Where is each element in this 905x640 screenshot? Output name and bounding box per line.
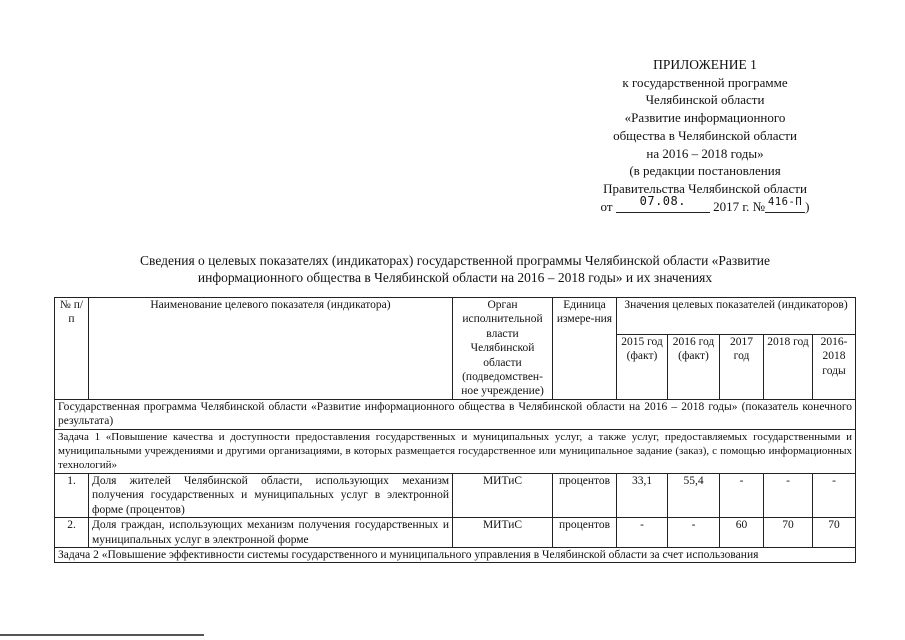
date-prefix: от [600, 198, 613, 214]
row-num: 1. [55, 473, 89, 517]
appendix-line: общества в Челябинской области [613, 127, 797, 143]
resolution-date-line [560, 193, 850, 216]
header-year-total: 2016-2018 годы [813, 334, 856, 399]
appendix-block [560, 56, 850, 215]
appendix-line: (в редакции постановления [629, 163, 781, 179]
number-blank [765, 195, 805, 213]
header-year-2018: 2018 год [764, 334, 813, 399]
appendix-line: к государственной программе [622, 74, 788, 90]
appendix-line: «Развитие информационного [624, 110, 786, 126]
row-value-total: 70 [813, 518, 856, 548]
title-line-1: Сведения о целевых показателях (индикаторах) государственной программы Челябинской области «Развитие [140, 253, 770, 268]
row-value-2017: 60 [720, 518, 764, 548]
row-value-2017: - [720, 473, 764, 517]
row-value-2015: - [617, 518, 668, 548]
row-value-2015: 33,1 [617, 473, 668, 517]
year-text: 2017 г. № [713, 198, 766, 214]
row-unit: процентов [553, 473, 617, 517]
appendix-line: Правительства Челябинской области [603, 180, 807, 196]
header-num: № п/п [55, 298, 89, 400]
appendix-line: на 2016 – 2018 годы» [646, 145, 764, 161]
handwritten-date: 07.08. [639, 193, 686, 208]
header-values-group: Значения целевых показателей (индикаторов) [617, 298, 856, 335]
header-year-2017: 2017 год [720, 334, 764, 399]
document-title [60, 252, 850, 286]
closing-paren: ) [805, 198, 810, 214]
footnote-divider [0, 634, 204, 636]
indicators-table [54, 297, 856, 563]
header-organ: Орган исполнительной власти Челябинской области (подведомствен-ное учреждение) [453, 298, 553, 400]
title-line-2: информационного общества в Челябинской области на 2016 – 2018 годы» и их значениях [197, 270, 713, 285]
row-organ: МИТиС [453, 518, 553, 548]
row-indicator-name: Доля жителей Челябинской области, использующих механизм получения государственных и муниципальных услуг в электронной форме (процентов) [89, 473, 453, 517]
appendix-line: Челябинской области [645, 92, 765, 108]
appendix-line: ПРИЛОЖЕНИЕ 1 [653, 57, 757, 72]
row-value-2018: 70 [764, 518, 813, 548]
date-blank [616, 193, 710, 213]
handwritten-number: 416-П [768, 195, 803, 208]
header-row-1 [55, 298, 856, 335]
program-row-text: Государственная программа Челябинской области «Развитие информационного общества в Челябинской области на 2016 – 2018 годы» (показатель конечного результата) [55, 399, 856, 429]
row-value-2016: 55,4 [668, 473, 720, 517]
header-year-2016: 2016 год (факт) [668, 334, 720, 399]
header-name: Наименование целевого показателя (индикатора) [89, 298, 453, 400]
row-unit: процентов [553, 518, 617, 548]
header-unit: Единица измере-ния [553, 298, 617, 400]
header-year-2015: 2015 год (факт) [617, 334, 668, 399]
task-2-text: Задача 2 «Повышение эффективности системы государственного и муниципального управления в Челябинской области за счет использования [55, 547, 856, 562]
task-1-text: Задача 1 «Повышение качества и доступности предоставления государственных и муниципальных услуг, а также услуг, предоставляемых государственными и муниципальными учреждениями и другими организациями, в которых размещается государственное или муниципальное задание (заказ), с помощью информационных технологий» [55, 429, 856, 473]
table-row [55, 473, 856, 517]
row-num: 2. [55, 518, 89, 548]
task-row [55, 429, 856, 473]
table-row [55, 518, 856, 548]
task-row [55, 547, 856, 562]
row-value-total: - [813, 473, 856, 517]
row-value-2018: - [764, 473, 813, 517]
program-row [55, 399, 856, 429]
row-indicator-name: Доля граждан, использующих механизм получения государственных и муниципальных услуг в электронной форме [89, 518, 453, 548]
row-organ: МИТиС [453, 473, 553, 517]
row-value-2016: - [668, 518, 720, 548]
